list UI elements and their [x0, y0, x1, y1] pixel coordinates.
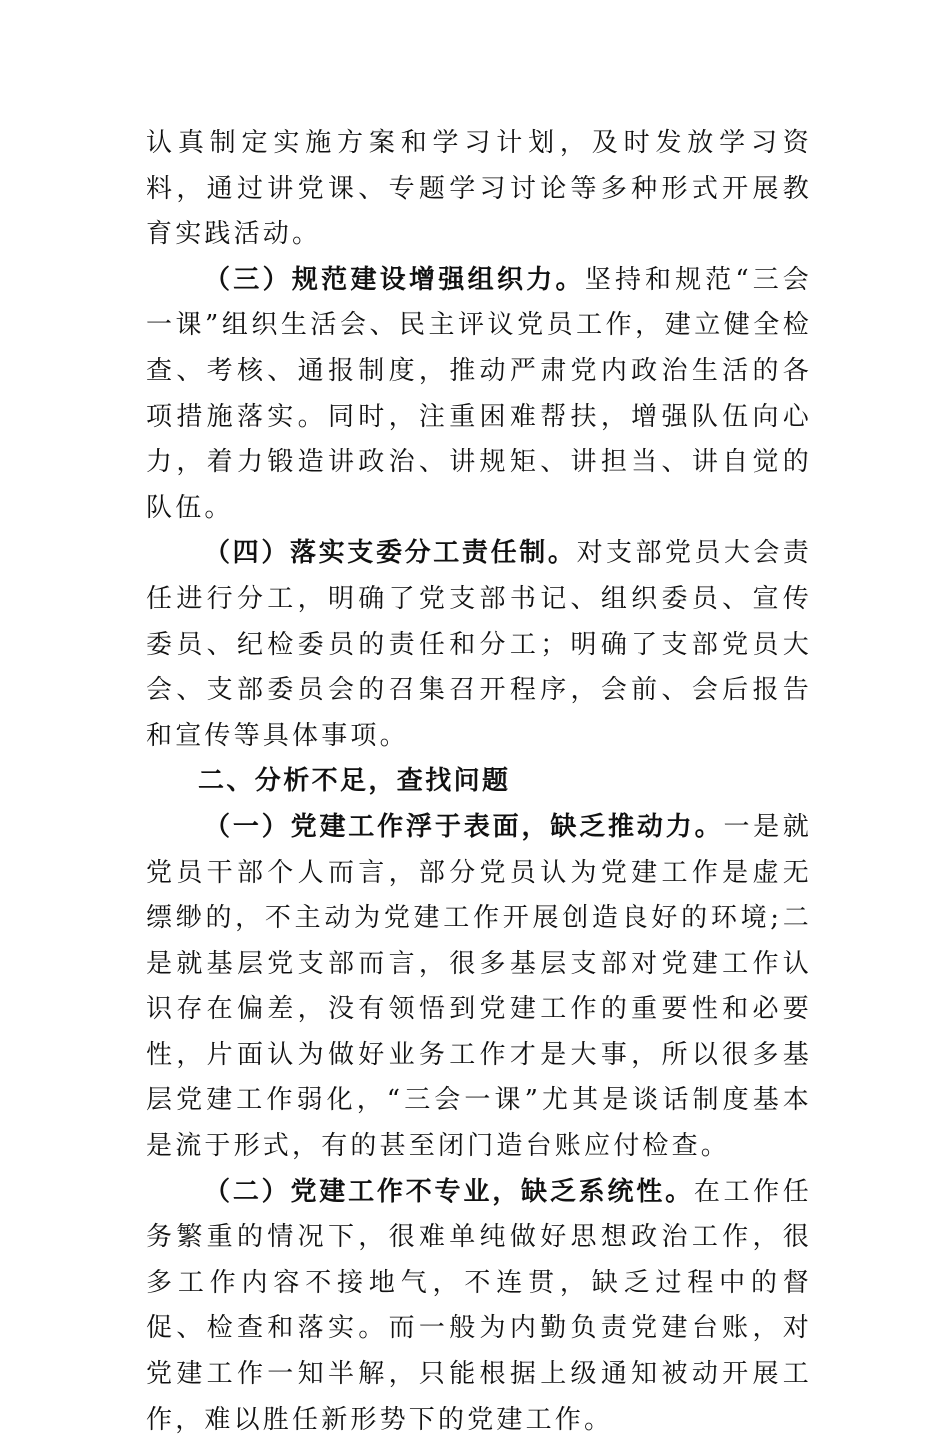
document-page: [146, 121, 812, 1443]
paragraph-lead: （四）落实支委分工责任制。: [204, 538, 577, 569]
paragraph-body: 认真制定实施方案和学习计划，及时发放学习资料，通过讲党课、专题学习讨论等多种形式开展教育实践活动。: [146, 128, 812, 250]
section-heading: 二、分析不足，查找问题: [198, 766, 511, 797]
paragraph-responsibility-system: [146, 531, 812, 759]
paragraph-body: 一是就党员干部个人而言，部分党员认为党建工作是虚无缥缈的，不主动为党建工作开展创造良好的环境;二是就基层党支部而言，很多基层支部对党建工作认识存在偏差，没有领悟到党建工作的重要性和必要性，片面认为做好业务工作才是大事，所以很多基层党建工作弱化，“三会一课”尤其是谈话制度基本是流于形式，有的甚至闭门造台账应付检查。: [146, 811, 813, 1162]
paragraph-issue-surface: [146, 805, 812, 1170]
paragraph-lead: （二）党建工作不专业，缺乏系统性。: [204, 1176, 694, 1207]
paragraph-continuation: [146, 121, 812, 258]
paragraph-lead: （三）规范建设增强组织力。: [204, 264, 585, 295]
paragraph-body: 坚持和规范“三会一课”组织生活会、民主评议党员工作，建立健全检查、考核、通报制度，推动严肃党内政治生活的各项措施落实。同时，注重困难帮扶，增强队伍向心力，着力锻造讲政治、讲规矩、讲担当、讲自觉的队伍。: [146, 264, 812, 523]
paragraph-body: 对支部党员大会责任进行分工，明确了党支部书记、组织委员、宣传委员、纪检委员的责任和分工；明确了支部党员大会、支部委员会的召集召开程序，会前、会后报告和宣传等具体事项。: [146, 538, 812, 751]
paragraph-issue-unprofessional: [146, 1170, 812, 1443]
paragraph-organization-building: [146, 258, 812, 532]
paragraph-body: 在工作任务繁重的情况下，很难单纯做好思想政治工作，很多工作内容不接地气，不连贯，缺乏过程中的督促、检查和落实。而一般为内勤负责党建台账，对党建工作一知半解，只能根据上级通知被动开展工作，难以胜任新形势下的党建工作。: [146, 1176, 812, 1435]
paragraph-lead: （一）党建工作浮于表面，缺乏推动力。: [204, 811, 724, 842]
